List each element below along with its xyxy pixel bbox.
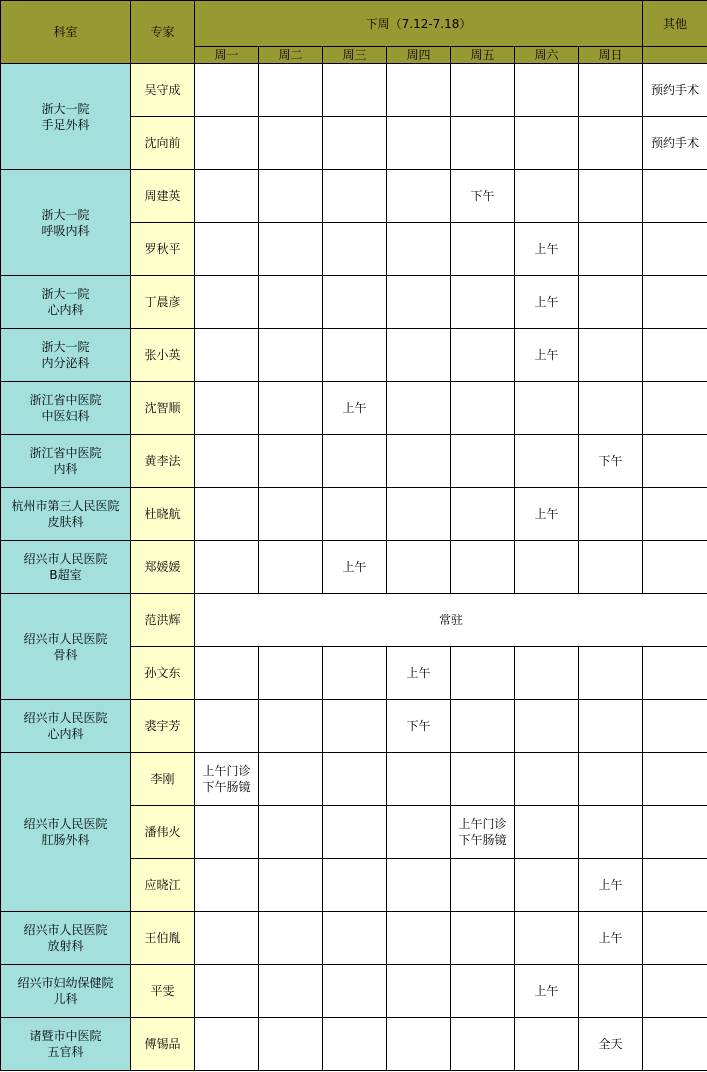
doctor-cell: 孙文东 <box>131 647 195 700</box>
schedule-cell <box>387 488 451 541</box>
table-row <box>1 488 707 541</box>
schedule-cell <box>515 382 579 435</box>
doctor-cell: 张小英 <box>131 329 195 382</box>
schedule-cell <box>451 700 515 753</box>
schedule-cell <box>195 859 259 912</box>
schedule-cell <box>515 117 579 170</box>
schedule-cell <box>195 435 259 488</box>
schedule-cell <box>195 965 259 1018</box>
schedule-cell: 上午门诊 下午肠镜 <box>195 753 259 806</box>
schedule-cell <box>387 117 451 170</box>
day-header-thu: 周四 <box>387 47 451 64</box>
schedule-cell <box>323 700 387 753</box>
table-row <box>1 329 707 382</box>
schedule-cell <box>451 64 515 117</box>
expert-header: 专家 <box>131 1 195 64</box>
schedule-cell: 下午 <box>579 435 643 488</box>
schedule-cell <box>259 647 323 700</box>
schedule-cell <box>259 435 323 488</box>
schedule-cell <box>323 1018 387 1071</box>
schedule-cell <box>195 912 259 965</box>
schedule-body <box>1 64 707 1071</box>
schedule-cell <box>195 488 259 541</box>
schedule-cell <box>195 117 259 170</box>
doctor-cell: 沈智顺 <box>131 382 195 435</box>
schedule-cell <box>323 806 387 859</box>
other-cell <box>643 912 707 965</box>
other-cell <box>643 382 707 435</box>
schedule-cell <box>323 753 387 806</box>
schedule-cell: 上午 <box>515 223 579 276</box>
schedule-cell <box>451 117 515 170</box>
doctor-cell: 吴守成 <box>131 64 195 117</box>
table-row <box>1 170 707 223</box>
other-cell <box>643 488 707 541</box>
schedule-cell: 下午 <box>387 700 451 753</box>
schedule-cell <box>515 64 579 117</box>
schedule-cell <box>323 965 387 1018</box>
doctor-cell: 应晓江 <box>131 859 195 912</box>
other-cell: 预约手术 <box>643 117 707 170</box>
schedule-cell <box>579 541 643 594</box>
schedule-cell: 上午 <box>387 647 451 700</box>
schedule-cell <box>451 276 515 329</box>
schedule-cell <box>515 170 579 223</box>
schedule-cell <box>579 382 643 435</box>
schedule-cell <box>387 223 451 276</box>
day-header-tue: 周二 <box>259 47 323 64</box>
schedule-cell <box>515 541 579 594</box>
doctor-cell: 黄李法 <box>131 435 195 488</box>
schedule-cell <box>259 64 323 117</box>
schedule-cell <box>259 806 323 859</box>
doctor-cell: 平雯 <box>131 965 195 1018</box>
schedule-cell <box>387 276 451 329</box>
schedule-cell: 上午 <box>515 276 579 329</box>
schedule-cell <box>515 700 579 753</box>
department-cell: 绍兴市人民医院 B超室 <box>1 541 131 594</box>
schedule-cell <box>387 329 451 382</box>
day-header-fri: 周五 <box>451 47 515 64</box>
day-header-sat: 周六 <box>515 47 579 64</box>
day-header-mon: 周一 <box>195 47 259 64</box>
schedule-cell: 上午 <box>515 488 579 541</box>
table-row <box>1 594 707 647</box>
department-cell: 绍兴市人民医院 骨科 <box>1 594 131 700</box>
schedule-cell <box>579 276 643 329</box>
schedule-cell <box>195 276 259 329</box>
schedule-cell <box>259 965 323 1018</box>
other-cell <box>643 806 707 859</box>
schedule-cell <box>259 488 323 541</box>
schedule-cell <box>451 753 515 806</box>
schedule-cell <box>323 912 387 965</box>
doctor-cell: 李刚 <box>131 753 195 806</box>
schedule-cell <box>259 382 323 435</box>
schedule-cell <box>579 700 643 753</box>
department-cell: 绍兴市人民医院 心内科 <box>1 700 131 753</box>
day-header-sun: 周日 <box>579 47 643 64</box>
schedule-cell: 下午 <box>451 170 515 223</box>
schedule-cell <box>195 329 259 382</box>
schedule-cell <box>195 806 259 859</box>
schedule-cell <box>195 1018 259 1071</box>
schedule-cell <box>323 647 387 700</box>
schedule-cell <box>515 806 579 859</box>
department-cell: 浙大一院 心内科 <box>1 276 131 329</box>
doctor-cell: 傅锡品 <box>131 1018 195 1071</box>
schedule-cell <box>515 435 579 488</box>
schedule-cell <box>323 488 387 541</box>
schedule-cell <box>579 170 643 223</box>
doctor-cell: 杜晓航 <box>131 488 195 541</box>
schedule-cell <box>195 700 259 753</box>
schedule-cell <box>451 488 515 541</box>
other-cell <box>643 965 707 1018</box>
schedule-cell <box>451 647 515 700</box>
schedule-cell <box>387 859 451 912</box>
department-cell: 绍兴市人民医院 肛肠外科 <box>1 753 131 912</box>
other-subheader <box>643 47 707 64</box>
schedule-cell <box>451 859 515 912</box>
resident-cell: 常驻 <box>195 594 707 647</box>
schedule-cell: 上午 <box>579 912 643 965</box>
doctor-cell: 沈向前 <box>131 117 195 170</box>
table-row <box>1 912 707 965</box>
schedule-cell: 上午 <box>515 329 579 382</box>
schedule-cell: 上午门诊 下午肠镜 <box>451 806 515 859</box>
schedule-cell <box>579 488 643 541</box>
table-row <box>1 965 707 1018</box>
schedule-cell <box>259 329 323 382</box>
schedule-cell: 上午 <box>579 859 643 912</box>
other-cell <box>643 541 707 594</box>
schedule-cell <box>387 753 451 806</box>
schedule-cell <box>387 806 451 859</box>
department-cell: 杭州市第三人民医院 皮肤科 <box>1 488 131 541</box>
other-cell: 预约手术 <box>643 64 707 117</box>
other-cell <box>643 329 707 382</box>
other-cell <box>643 223 707 276</box>
day-header-wed: 周三 <box>323 47 387 64</box>
schedule-cell <box>579 806 643 859</box>
doctor-cell: 范洪辉 <box>131 594 195 647</box>
schedule-cell <box>323 329 387 382</box>
schedule-cell <box>195 64 259 117</box>
schedule-cell <box>259 276 323 329</box>
doctor-cell: 裘宇芳 <box>131 700 195 753</box>
schedule-cell <box>323 170 387 223</box>
schedule-cell <box>259 700 323 753</box>
table-row <box>1 541 707 594</box>
schedule-cell <box>259 170 323 223</box>
other-cell <box>643 170 707 223</box>
schedule-cell <box>195 223 259 276</box>
department-cell: 浙江省中医院 内科 <box>1 435 131 488</box>
schedule-cell <box>323 435 387 488</box>
schedule-cell <box>451 541 515 594</box>
other-cell <box>643 435 707 488</box>
other-cell <box>643 647 707 700</box>
schedule-cell <box>323 64 387 117</box>
schedule-cell: 全天 <box>579 1018 643 1071</box>
department-cell: 浙江省中医院 中医妇科 <box>1 382 131 435</box>
department-cell: 绍兴市人民医院 放射科 <box>1 912 131 965</box>
schedule-cell <box>579 965 643 1018</box>
schedule-cell <box>579 753 643 806</box>
schedule-cell <box>259 223 323 276</box>
schedule-cell <box>451 1018 515 1071</box>
schedule-cell: 上午 <box>323 382 387 435</box>
schedule-cell <box>259 1018 323 1071</box>
doctor-cell: 罗秋平 <box>131 223 195 276</box>
table-row <box>1 382 707 435</box>
department-cell: 诸暨市中医院 五官科 <box>1 1018 131 1071</box>
next-week-header: 下周（7.12-7.18） <box>195 1 643 47</box>
doctor-cell: 周建英 <box>131 170 195 223</box>
schedule-cell <box>387 382 451 435</box>
department-cell: 浙大一院 呼吸内科 <box>1 170 131 276</box>
schedule-cell <box>579 117 643 170</box>
schedule-cell <box>323 276 387 329</box>
other-cell <box>643 700 707 753</box>
doctor-cell: 潘伟火 <box>131 806 195 859</box>
schedule-cell <box>451 223 515 276</box>
table-row <box>1 700 707 753</box>
schedule-cell <box>451 912 515 965</box>
table-row <box>1 753 707 806</box>
table-row <box>1 1018 707 1071</box>
schedule-cell <box>259 117 323 170</box>
schedule-cell <box>259 753 323 806</box>
schedule-cell <box>515 647 579 700</box>
schedule-cell <box>515 912 579 965</box>
other-cell <box>643 276 707 329</box>
schedule-cell <box>195 170 259 223</box>
department-cell: 绍兴市妇幼保健院 儿科 <box>1 965 131 1018</box>
schedule-cell <box>579 223 643 276</box>
table-row <box>1 64 707 117</box>
schedule-cell <box>387 541 451 594</box>
doctor-cell: 丁晨彦 <box>131 276 195 329</box>
department-cell: 浙大一院 手足外科 <box>1 64 131 170</box>
schedule-cell: 上午 <box>323 541 387 594</box>
other-cell <box>643 1018 707 1071</box>
table-row <box>1 276 707 329</box>
schedule-cell <box>387 912 451 965</box>
doctor-cell: 王伯胤 <box>131 912 195 965</box>
department-cell: 浙大一院 内分泌科 <box>1 329 131 382</box>
schedule-cell: 上午 <box>515 965 579 1018</box>
schedule-cell <box>515 753 579 806</box>
schedule-cell <box>579 647 643 700</box>
schedule-cell <box>387 64 451 117</box>
schedule-cell <box>451 435 515 488</box>
schedule-cell <box>387 1018 451 1071</box>
schedule-cell <box>515 859 579 912</box>
schedule-cell <box>195 541 259 594</box>
schedule-cell <box>323 859 387 912</box>
schedule-cell <box>451 965 515 1018</box>
schedule-cell <box>195 647 259 700</box>
other-cell <box>643 753 707 806</box>
schedule-cell <box>259 912 323 965</box>
schedule-cell <box>579 329 643 382</box>
schedule-cell <box>451 329 515 382</box>
schedule-cell <box>195 382 259 435</box>
schedule-cell <box>387 170 451 223</box>
schedule-cell <box>323 117 387 170</box>
doctor-cell: 郑媛媛 <box>131 541 195 594</box>
schedule-cell <box>323 223 387 276</box>
schedule-cell <box>387 435 451 488</box>
department-header: 科室 <box>1 1 131 64</box>
schedule-cell <box>579 64 643 117</box>
schedule-cell <box>259 859 323 912</box>
schedule-cell <box>259 541 323 594</box>
schedule-cell <box>515 1018 579 1071</box>
table-row <box>1 435 707 488</box>
other-cell <box>643 859 707 912</box>
schedule-cell <box>451 382 515 435</box>
other-header: 其他 <box>643 1 707 47</box>
schedule-cell <box>387 965 451 1018</box>
